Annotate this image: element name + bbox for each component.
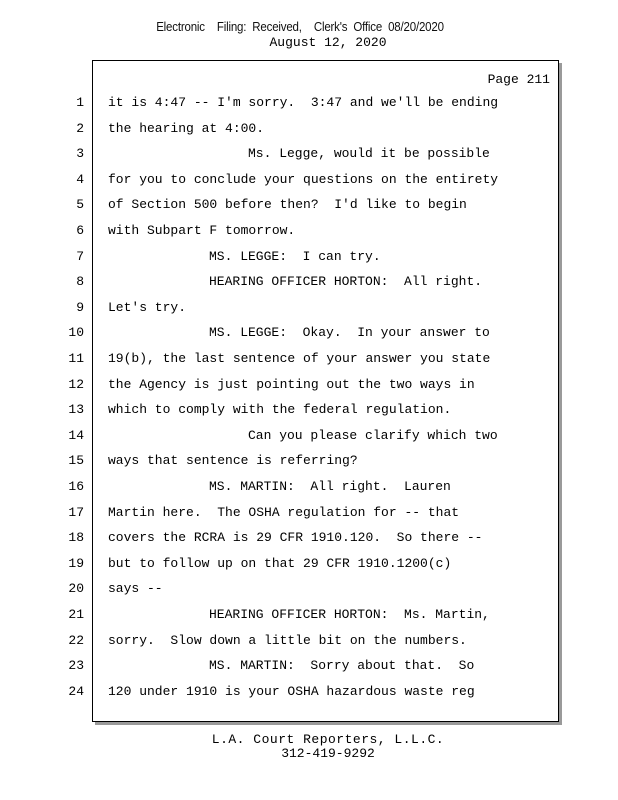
line-number: 23 <box>68 658 84 674</box>
line-number: 2 <box>76 120 84 136</box>
transcript-line <box>0 451 560 471</box>
transcript-line <box>0 119 560 139</box>
line-number: 24 <box>68 683 84 699</box>
line-text: Ms. Legge, would it be possible <box>248 146 490 162</box>
header-date: August 12, 2020 <box>269 35 387 50</box>
line-number: 12 <box>68 376 84 392</box>
line-text: for you to conclude your questions on the entirety <box>108 171 499 187</box>
line-number: 13 <box>68 402 84 418</box>
line-text: which to comply with the federal regulation. <box>108 402 452 418</box>
transcript-line <box>0 528 560 548</box>
line-number: 17 <box>68 504 84 520</box>
line-number: 8 <box>76 274 84 290</box>
line-number: 7 <box>76 248 84 264</box>
transcript-line <box>0 605 560 625</box>
transcript-line <box>0 503 560 523</box>
line-number: 19 <box>68 555 84 571</box>
transcript-line <box>0 631 560 651</box>
transcript-line <box>0 298 560 318</box>
line-number: 14 <box>68 427 84 443</box>
line-text: Can you please clarify which two <box>248 427 498 443</box>
line-text: MS. LEGGE: Okay. In your answer to <box>209 325 490 341</box>
transcript-line <box>0 323 560 343</box>
transcript-line <box>0 579 560 599</box>
line-number: 11 <box>68 351 84 366</box>
line-text: MS. LEGGE: I can try. <box>209 248 381 264</box>
transcript-line <box>0 656 560 676</box>
line-text: says -- <box>108 581 163 597</box>
transcript-line <box>0 554 560 574</box>
line-number: 5 <box>76 197 84 213</box>
line-text: the Agency is just pointing out the two ways in <box>108 376 475 392</box>
line-text: ways that sentence is referring? <box>108 453 358 469</box>
line-number: 18 <box>68 530 84 546</box>
transcript-line <box>0 375 560 395</box>
transcript-line <box>0 195 560 215</box>
transcript-line <box>0 272 560 292</box>
transcript-line <box>0 477 560 497</box>
line-text: Let's try. <box>108 299 187 315</box>
line-number: 16 <box>68 479 84 494</box>
line-text: MS. MARTIN: Sorry about that. So <box>209 658 475 674</box>
page-number: Page 211 <box>487 72 550 87</box>
line-text: HEARING OFFICER HORTON: Ms. Martin, <box>209 607 490 622</box>
line-text: with Subpart F tomorrow. <box>108 223 296 238</box>
footer-phone: 312-419-9292 <box>281 746 375 761</box>
transcript-line <box>0 247 560 267</box>
line-text: sorry. Slow down a little bit on the numbers. <box>108 632 467 648</box>
line-text: MS. MARTIN: All right. Lauren <box>209 479 451 494</box>
line-text: HEARING OFFICER HORTON: All right. <box>209 274 483 290</box>
line-number: 6 <box>76 223 84 238</box>
footer-reporter-name: L.A. Court Reporters, L.L.C. <box>211 732 445 747</box>
transcript-line <box>0 170 560 190</box>
line-text: covers the RCRA is 29 CFR 1910.120. So there -- <box>108 530 483 546</box>
transcript-line <box>0 93 560 113</box>
line-number: 10 <box>68 325 84 341</box>
line-text: it is 4:47 -- I'm sorry. 3:47 and we'll be ending <box>108 95 499 110</box>
transcript-line <box>0 682 560 702</box>
line-text: 19(b), the last sentence of your answer you state <box>108 351 491 366</box>
transcript-line <box>0 400 560 420</box>
line-number: 21 <box>68 607 84 622</box>
filing-stamp: Electronic Filing: Received, Clerk's Office 08/20/2020 <box>156 20 444 34</box>
line-text: the hearing at 4:00. <box>108 120 265 136</box>
line-text: 120 under 1910 is your OSHA hazardous waste reg <box>108 683 475 699</box>
transcript-line <box>0 144 560 164</box>
line-number: 3 <box>76 146 84 162</box>
line-number: 4 <box>76 171 84 187</box>
line-number: 1 <box>76 95 84 110</box>
transcript-line <box>0 426 560 446</box>
transcript-line <box>0 349 560 369</box>
transcript-line <box>0 221 560 241</box>
line-number: 22 <box>68 632 84 648</box>
line-number: 15 <box>68 453 84 469</box>
line-number: 20 <box>68 581 84 597</box>
line-number: 9 <box>76 299 84 315</box>
line-text: but to follow up on that 29 CFR 1910.1200(c) <box>108 555 452 571</box>
line-text: of Section 500 before then? I'd like to begin <box>108 197 467 213</box>
line-text: Martin here. The OSHA regulation for -- that <box>108 504 460 520</box>
